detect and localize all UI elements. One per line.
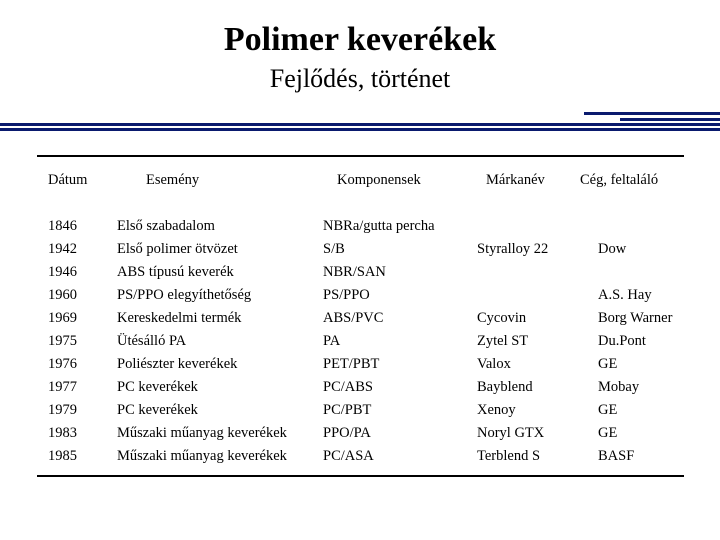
column-header-components: Komponensek [337, 172, 421, 188]
cell-company: GE [598, 402, 618, 418]
cell-brand: Bayblend [477, 379, 533, 395]
cell-company: GE [598, 425, 618, 441]
cell-company: A.S. Hay [598, 287, 652, 303]
page-subtitle: Fejlődés, történet [269, 64, 451, 93]
cell-event: Első polimer ötvözet [117, 241, 238, 257]
cell-company: Dow [598, 241, 627, 257]
cell-brand: Zytel ST [477, 333, 529, 349]
cell-brand: Noryl GTX [477, 425, 545, 441]
cell-company: Du.Pont [598, 333, 646, 349]
cell-brand: Styralloy 22 [477, 241, 549, 257]
stripe-3 [0, 123, 720, 126]
cell-components: PPO/PA [323, 425, 371, 441]
cell-brand: Valox [477, 356, 511, 372]
cell-components: S/B [323, 241, 345, 257]
cell-event: ABS típusú keverék [117, 264, 234, 280]
cell-components: ABS/PVC [323, 310, 384, 326]
column-header-company: Cég, feltaláló [580, 172, 659, 188]
stripe-4 [0, 128, 720, 131]
cell-event: PS/PPO elegyíthetőség [117, 287, 252, 303]
cell-components: PA [323, 333, 341, 349]
cell-company: Mobay [598, 379, 640, 395]
cell-date: 1975 [48, 333, 77, 349]
cell-date: 1846 [48, 218, 77, 234]
column-header-brand: Márkanév [486, 172, 545, 188]
cell-event: Első szabadalom [117, 218, 215, 234]
column-header-event: Esemény [146, 172, 200, 188]
page-title: Polimer keverékek [223, 21, 497, 58]
cell-date: 1977 [48, 379, 77, 395]
cell-company: GE [598, 356, 618, 372]
cell-event: PC keverékek [117, 379, 198, 395]
cell-company: BASF [598, 448, 635, 464]
cell-date: 1983 [48, 425, 77, 441]
cell-brand: Xenoy [477, 402, 516, 418]
cell-company: Borg Warner [598, 310, 673, 326]
cell-date: 1979 [48, 402, 77, 418]
cell-date: 1946 [48, 264, 77, 280]
table-top-rule [37, 155, 684, 157]
cell-event: Poliészter keverékek [117, 356, 238, 372]
cell-event: PC keverékek [117, 402, 198, 418]
cell-event: Ütésálló PA [117, 333, 187, 349]
cell-components: PC/ASA [323, 448, 374, 464]
cell-components: PS/PPO [323, 287, 370, 303]
cell-event: Kereskedelmi termék [117, 310, 242, 326]
cell-event: Műszaki műanyag keverékek [117, 448, 287, 464]
table-bottom-rule [37, 475, 684, 477]
stripe-2 [620, 118, 720, 121]
stripe-1 [584, 112, 720, 115]
column-header-date: Dátum [48, 172, 88, 188]
decorative-stripes [0, 110, 720, 130]
cell-date: 1976 [48, 356, 77, 372]
cell-brand: Terblend S [477, 448, 541, 464]
cell-date: 1969 [48, 310, 77, 326]
cell-date: 1942 [48, 241, 77, 257]
cell-components: NBRa/gutta percha [323, 218, 435, 234]
cell-event: Műszaki műanyag keverékek [117, 425, 287, 441]
cell-components: PC/ABS [323, 379, 373, 395]
cell-components: NBR/SAN [323, 264, 386, 280]
cell-brand: Cycovin [477, 310, 527, 326]
cell-components: PC/PBT [323, 402, 372, 418]
cell-date: 1985 [48, 448, 77, 464]
cell-components: PET/PBT [323, 356, 380, 372]
cell-date: 1960 [48, 287, 77, 303]
